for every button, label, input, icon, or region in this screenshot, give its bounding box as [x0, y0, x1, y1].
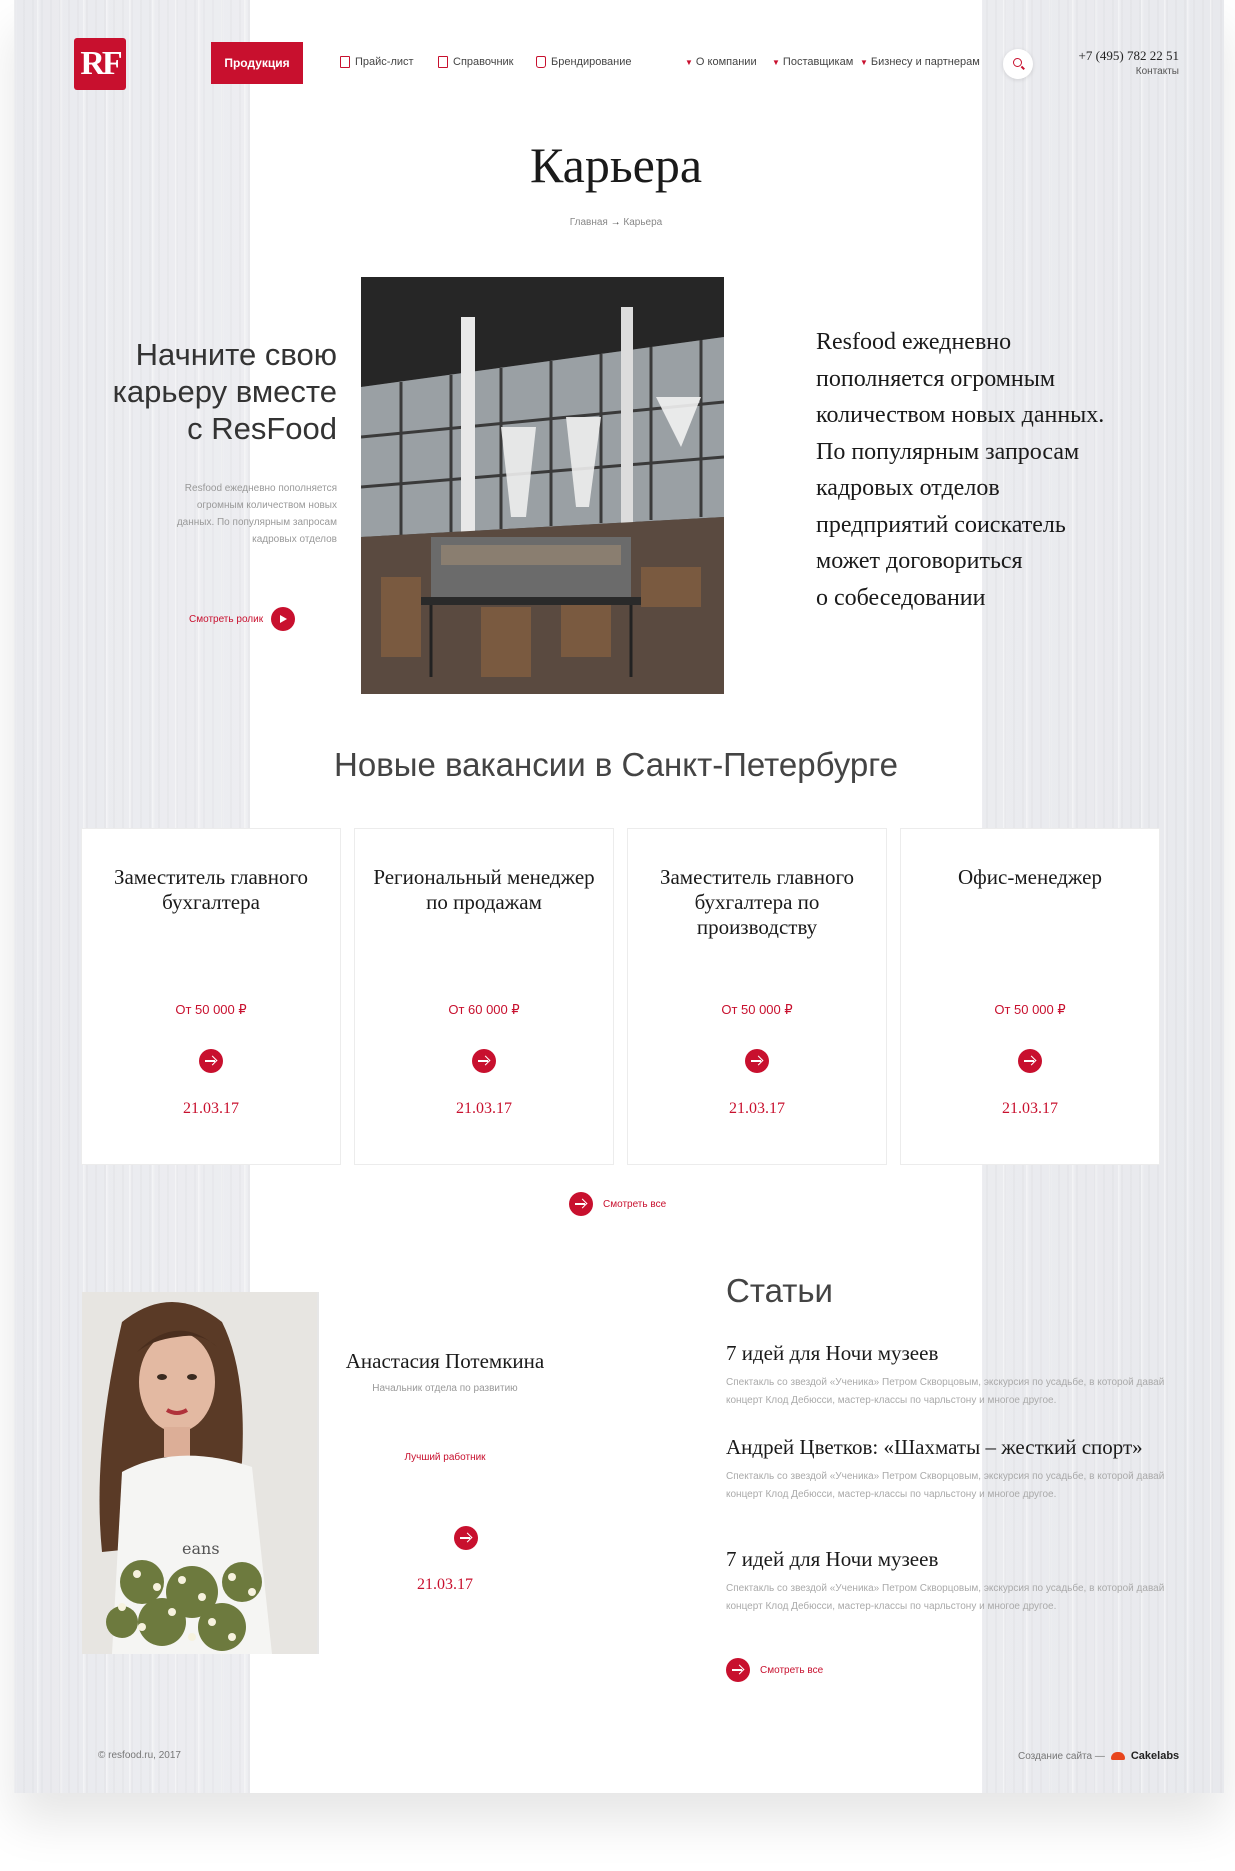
page-background: [14, 0, 1224, 1793]
vacancies-heading: Новые вакансии в Санкт-Петербурге: [334, 746, 898, 783]
restaurant-photo: [361, 277, 724, 694]
nav-label: Прайс-лист: [355, 56, 414, 68]
breadcrumb: [250, 217, 982, 228]
article-excerpt: Спектакль со звездой «Ученика» Петром Скворцовым, экскурсия по усадьбе, в которой давай концерт Клод Дебюсси, мастер-классы по чарльстону и многое другое.: [726, 1583, 1165, 1612]
book-icon: [438, 56, 448, 68]
hero-description-line: огромным количеством новых: [196, 500, 337, 511]
articles-see-all[interactable]: [726, 1658, 823, 1682]
studio-name: Cakelabs: [1130, 1750, 1180, 1762]
nav-reference[interactable]: [438, 56, 514, 68]
arrow-right-icon[interactable]: [472, 1049, 496, 1073]
vacancy-title: Региональный менеджер по продажам: [373, 865, 595, 914]
arrow-right-icon[interactable]: [454, 1526, 478, 1550]
cake-icon: [1111, 1752, 1125, 1760]
article-excerpt: Спектакль со звездой «Ученика» Петром Скворцовым, экскурсия по усадьбе, в которой давай концерт Клод Дебюсси, мастер-классы по чарльстону и многое другое.: [726, 1377, 1165, 1406]
products-button[interactable]: Продукция: [211, 42, 303, 84]
hero-description: [154, 480, 337, 548]
page-title: Карьера: [529, 137, 703, 193]
hero-text-line: количеством новых данных.: [816, 402, 1105, 428]
made-by[interactable]: [1018, 1750, 1179, 1762]
copyright: © resfood.ru, 2017: [98, 1750, 181, 1761]
hero-heading-line: карьеру вместе: [112, 374, 337, 409]
employee-photo: [82, 1292, 317, 1654]
vacancy-date: 21.03.17: [1002, 1100, 1058, 1117]
hero-heading-line: с ResFood: [187, 411, 337, 446]
hero-text-line: о собеседовании: [816, 584, 986, 611]
vacancy-date: 21.03.17: [183, 1100, 239, 1117]
watch-video-link[interactable]: [189, 607, 295, 631]
hero-description-line: кадровых отделов: [252, 534, 337, 545]
vacancy-salary: От 50 000 ₽: [721, 1002, 793, 1017]
hero-text-line: Resfood ежедневно: [816, 329, 1012, 355]
hero-text-line: кадровых отделов: [816, 475, 1000, 501]
menu-business[interactable]: [860, 56, 980, 68]
employee-date: 21.03.17: [417, 1576, 473, 1593]
watch-video-label: Смотреть ролик: [189, 613, 264, 625]
vacancies-see-all[interactable]: [569, 1192, 666, 1216]
menu-label: Поставщикам: [782, 56, 854, 68]
hero-text-line: может договориться: [816, 548, 1023, 574]
vacancy-date: 21.03.17: [456, 1100, 512, 1117]
breadcrumb-arrow-icon: →: [610, 217, 621, 228]
arrow-right-icon[interactable]: [199, 1049, 223, 1073]
employee-card: [317, 1292, 569, 1654]
menu-label: Бизнесу и партнерам: [870, 56, 980, 68]
article-item[interactable]: [726, 1546, 1171, 1616]
menu-suppliers[interactable]: [772, 56, 853, 68]
vacancy-card[interactable]: [628, 829, 886, 1164]
articles-heading: Статьи: [726, 1272, 833, 1309]
contacts-link[interactable]: Контакты: [1135, 66, 1179, 77]
card-divider: [317, 1292, 331, 1654]
vacancy-salary: От 60 000 ₽: [448, 1002, 520, 1017]
hero-text: [816, 324, 1156, 616]
logo[interactable]: RF: [74, 38, 126, 90]
hero-text-line: предприятий соискатель: [816, 511, 1066, 538]
vacancy-title: Заместитель главного бухгалтера: [113, 865, 309, 914]
employee-name: Анастасия Потемкина: [345, 1349, 545, 1373]
bag-icon: [536, 56, 546, 68]
see-all-label: Смотреть все: [603, 1198, 667, 1210]
breadcrumb-current: Карьера: [623, 217, 663, 228]
arrow-right-icon[interactable]: [1018, 1049, 1042, 1073]
arrow-right-icon[interactable]: [745, 1049, 769, 1073]
breadcrumb-home[interactable]: Главная: [569, 217, 608, 228]
nav-label: Брендирование: [551, 56, 632, 68]
triangle-down-icon: ▼: [772, 57, 780, 67]
hero-heading: [74, 336, 337, 447]
play-icon[interactable]: [271, 607, 295, 631]
article-excerpt: Спектакль со звездой «Ученика» Петром Скворцовым, экскурсия по усадьбе, в которой давай концерт Клод Дебюсси, мастер-классы по чарльстону и многое другое.: [726, 1471, 1165, 1500]
vacancy-date: 21.03.17: [729, 1100, 785, 1117]
document-icon: [340, 56, 350, 68]
vacancy-salary: От 50 000 ₽: [175, 1002, 247, 1017]
menu-about[interactable]: [685, 56, 757, 68]
hero-description-line: данных. По популярным запросам: [176, 517, 337, 528]
arrow-right-icon[interactable]: [726, 1658, 750, 1682]
arrow-right-icon[interactable]: [569, 1192, 593, 1216]
see-all-label: Смотреть все: [760, 1664, 824, 1676]
vacancy-card[interactable]: [901, 829, 1159, 1164]
phone-number[interactable]: +7 (495) 782 22 51: [1078, 48, 1179, 63]
vacancy-title: Офис-менеджер: [958, 865, 1102, 889]
employee-role: Начальник отдела по развитию: [372, 1383, 518, 1394]
nav-branding[interactable]: [536, 56, 632, 68]
hero-heading-line: Начните свою: [135, 337, 337, 372]
search-icon[interactable]: [1003, 49, 1033, 79]
hero-text-line: пополняется огромным: [816, 365, 1056, 392]
hero-text-line: По популярным запросам: [816, 438, 1080, 465]
hero-description-line: Resfood ежедневно пополняется: [184, 483, 337, 494]
employee-badge: Лучший работник: [404, 1452, 486, 1463]
vacancy-card[interactable]: [82, 829, 340, 1164]
made-by-label: Создание сайта —: [1018, 1750, 1105, 1762]
article-item[interactable]: [726, 1434, 1171, 1504]
vacancy-card[interactable]: [355, 829, 613, 1164]
svg-text:eans: eans: [182, 1539, 220, 1558]
nav-label: Справочник: [453, 56, 514, 68]
triangle-down-icon: ▼: [685, 57, 693, 67]
article-title[interactable]: 7 идей для Ночи музеев: [726, 1547, 939, 1571]
menu-label: О компании: [695, 56, 757, 68]
triangle-down-icon: ▼: [860, 57, 868, 67]
vacancy-salary: От 50 000 ₽: [994, 1002, 1066, 1017]
article-item[interactable]: [726, 1340, 1171, 1410]
vacancy-title: Заместитель главного бухгалтера по производству: [659, 865, 855, 939]
article-title[interactable]: Андрей Цветков: «Шахматы – жесткий спорт»: [726, 1435, 1143, 1459]
article-title[interactable]: 7 идей для Ночи музеев: [726, 1341, 939, 1365]
nav-price-list[interactable]: [340, 56, 414, 68]
